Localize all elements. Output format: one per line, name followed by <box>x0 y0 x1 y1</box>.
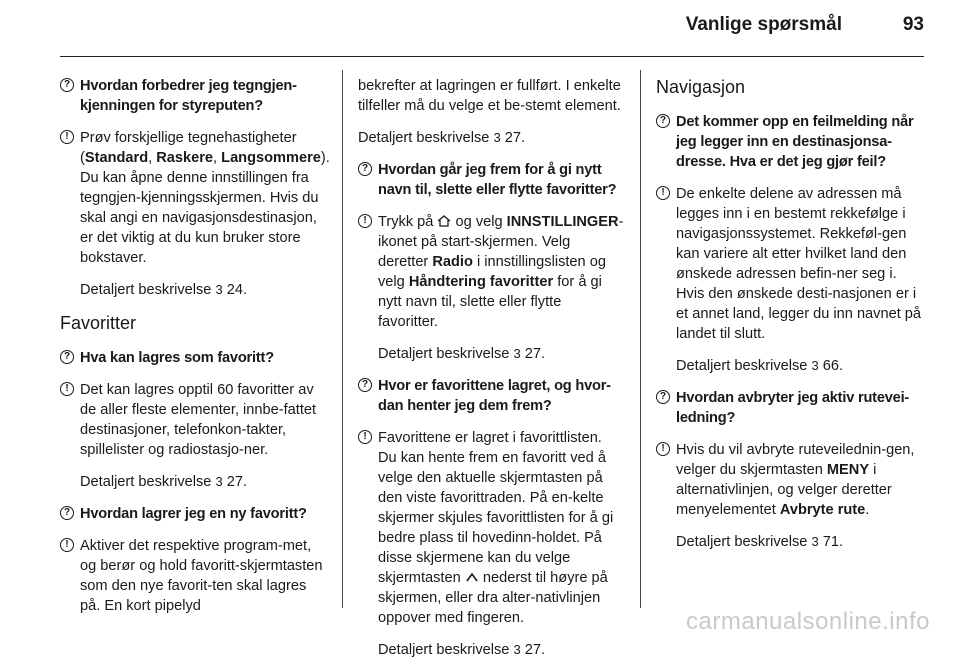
question-block <box>358 376 624 416</box>
reference-page: 24. <box>226 282 248 298</box>
option-langsommere: Langsommere <box>221 150 321 166</box>
answer-text: De enkelte delene av adressen må legges inn i en bestemt rekkefølge i navigasjonssystemet. Rekkeføl-gen kan variere alt etter hvilket land den ønskede adressen befin-ner seg i. Hvis den ønskede desti-nasjonen er i et annet land, legger du inn navnet på landet til slutt. <box>676 186 922 342</box>
question-block <box>358 160 624 200</box>
reference-page: 27. <box>524 642 546 658</box>
answer-block <box>656 184 926 344</box>
answer-text: for å gi nytt navn til, slette eller flytte favoritter. <box>378 274 602 330</box>
reference-arrow-icon: 3 <box>513 346 521 361</box>
answer-text: Prøv forskjellige tegnehastigheter ( <box>80 130 297 166</box>
watermark: carmanualsonline.info <box>686 608 930 635</box>
page-header-title: Vanlige spørsmål <box>685 14 842 35</box>
question-icon: ? <box>358 162 372 176</box>
answer-text: og velg <box>455 214 503 230</box>
separator: , <box>213 150 222 166</box>
reference-line <box>358 128 624 148</box>
answer-icon: ! <box>358 214 372 228</box>
answer-block <box>60 536 330 616</box>
section-title: Navigasjon <box>656 77 746 97</box>
reference-text: Detaljert beskrivelse <box>80 282 212 298</box>
reference-page: 71. <box>822 534 844 550</box>
reference-text: Detaljert beskrivelse <box>676 358 808 374</box>
question-block <box>60 504 330 524</box>
question-text: Hvordan avbryter jeg aktiv rutevei-ledning? <box>676 390 910 426</box>
reference-line <box>656 532 926 552</box>
answer-text: Det kan lagres opptil 60 favoritter av de aller fleste elementer, innbe-fattet destinasjoner, telefonkon-takter, spillelister og radiostasjo-ner. <box>80 382 317 458</box>
answer-text: ). Du kan åpne denne innstillingen fra tegngjen-kjenningsskjermen. Hvis du skal angi en navigasjonsdestinasjon, er det viktig at du kun bruker store bokstaver. <box>80 150 330 266</box>
reference-arrow-icon: 3 <box>493 130 501 145</box>
answer-icon: ! <box>60 538 74 552</box>
column-1 <box>60 76 330 628</box>
answer-text: Favorittene er lagret i favorittlisten. Du kan hente frem en favoritt ved å velge den aktuelle skjermtasten på den viste favorittraden. På en-kelte skjermer skjules favorittlisten for å gi bedre plass til hovedinn-holdet. På disse skjermene kan du velge skjermtasten <box>378 430 614 586</box>
option-standard: Standard <box>84 150 149 166</box>
question-block <box>656 112 926 172</box>
answer-block <box>60 380 330 460</box>
answer-icon: ! <box>358 430 372 444</box>
radio-label: Radio <box>432 254 473 270</box>
reference-line <box>60 472 330 492</box>
section-title: Favoritter <box>60 313 137 333</box>
option-raskere: Raskere <box>156 150 214 166</box>
question-block <box>656 388 926 428</box>
question-text: Hva kan lagres som favoritt? <box>80 350 274 366</box>
question-icon: ? <box>60 506 74 520</box>
chevron-up-icon <box>465 571 479 583</box>
answer-text: Trykk på <box>378 214 434 230</box>
reference-text: Detaljert beskrivelse <box>378 642 510 658</box>
favorites-management-label: Håndtering favoritter <box>408 274 554 290</box>
reference-text: Detaljert beskrivelse <box>358 130 490 146</box>
reference-line <box>358 640 624 660</box>
reference-page: 27. <box>524 346 546 362</box>
column-divider-2 <box>640 70 641 608</box>
reference-text: Detaljert beskrivelse <box>378 346 510 362</box>
reference-arrow-icon: 3 <box>513 642 521 657</box>
reference-page: 66. <box>822 358 844 374</box>
question-icon: ? <box>60 78 74 92</box>
column-3 <box>656 76 926 564</box>
answer-icon: ! <box>60 382 74 396</box>
answer-text: i innstillingslisten og velg <box>378 254 606 290</box>
reference-arrow-icon: 3 <box>215 282 223 297</box>
answer-block <box>358 428 624 628</box>
question-text: Det kommer opp en feilmelding når jeg legger inn en destinasjonsa-dresse. Hva er det jeg gjør feil? <box>676 114 914 170</box>
question-icon: ? <box>656 390 670 404</box>
question-text: Hvordan forbedrer jeg tegngjen-kjenningen for styreputen? <box>80 78 297 114</box>
reference-line <box>358 344 624 364</box>
reference-line <box>656 356 926 376</box>
reference-text: Detaljert beskrivelse <box>676 534 808 550</box>
answer-text: -ikonet på start-skjermen. Velg deretter <box>378 214 624 270</box>
reference-page: 27. <box>504 130 526 146</box>
answer-text: i alternativlinjen, og velger deretter menyelementet <box>676 462 892 518</box>
header-divider <box>60 56 924 57</box>
answer-text: Aktiver det respektive program-met, og berør og hold favoritt-skjermtasten som den nye favorit-ten skal lagres på. En kort pipelyd <box>80 538 323 614</box>
answer-block <box>358 212 624 332</box>
column-2 <box>358 76 624 672</box>
answer-text: nederst til høyre på skjermen, eller dra alter-nativlinjen oppover med fingeren. <box>378 570 608 626</box>
question-text: Hvordan går jeg frem for å gi nytt navn til, slette eller flytte favoritter? <box>378 162 617 198</box>
question-icon: ? <box>60 350 74 364</box>
column-divider-1 <box>342 70 343 608</box>
reference-line <box>60 280 330 300</box>
reference-arrow-icon: 3 <box>811 534 819 549</box>
page-number: 93 <box>902 14 924 35</box>
question-text: Hvor er favorittene lagret, og hvor-dan henter jeg dem frem? <box>378 378 611 414</box>
answer-text: bekrefter at lagringen er fullført. I enkelte tilfeller må du velge et be-stemt element. <box>358 78 621 114</box>
answer-icon: ! <box>60 130 74 144</box>
question-block <box>60 76 330 116</box>
reference-arrow-icon: 3 <box>811 358 819 373</box>
answer-icon: ! <box>656 186 670 200</box>
settings-label: INNSTILLINGER <box>506 214 619 230</box>
reference-arrow-icon: 3 <box>215 474 223 489</box>
answer-block <box>656 440 926 520</box>
home-icon <box>437 215 451 227</box>
reference-text: Detaljert beskrivelse <box>80 474 212 490</box>
reference-page: 27. <box>226 474 248 490</box>
question-text: Hvordan lagrer jeg en ny favoritt? <box>80 506 307 522</box>
question-block <box>60 348 330 368</box>
cancel-route-label: Avbryte rute <box>779 502 866 518</box>
answer-text: . <box>865 502 870 518</box>
menu-label: MENY <box>826 462 870 478</box>
answer-text: Hvis du vil avbryte ruteveilednin-gen, velger du skjermtasten <box>676 442 915 478</box>
answer-continuation <box>358 76 624 116</box>
question-icon: ? <box>656 114 670 128</box>
answer-block <box>60 128 330 268</box>
separator: , <box>148 150 157 166</box>
answer-icon: ! <box>656 442 670 456</box>
question-icon: ? <box>358 378 372 392</box>
